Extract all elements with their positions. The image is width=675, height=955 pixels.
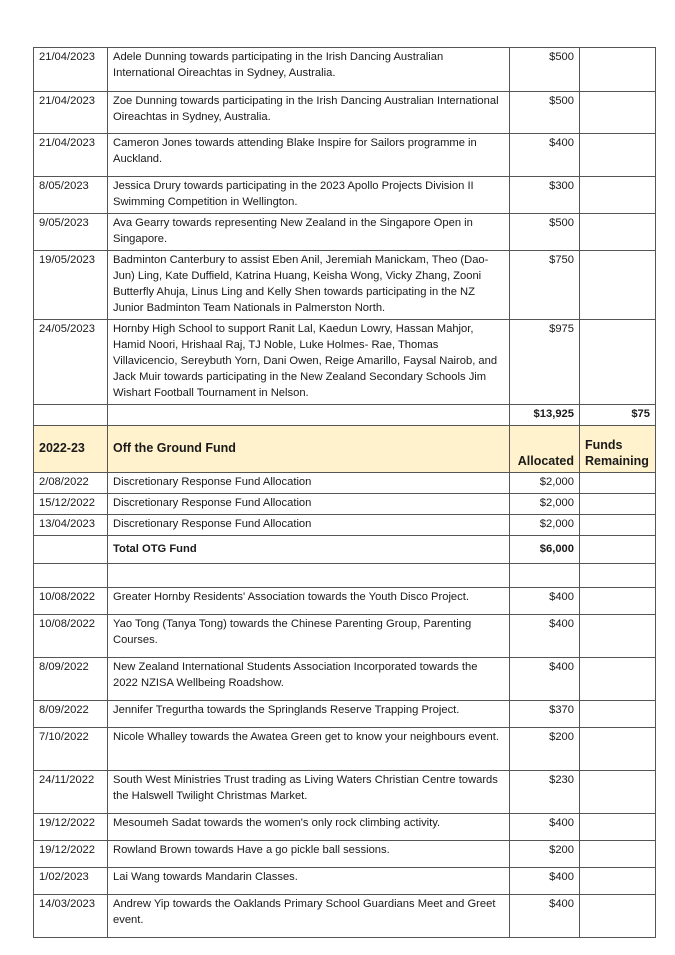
allocated-cell: $500: [510, 48, 580, 92]
allocated-cell: $2,000: [510, 494, 580, 515]
description-cell: Hornby High School to support Ranit Lal, Kaedun Lowry, Hassan Mahjor, Hamid Noori, Hrishaal Raj, TJ Noble, Luke Holmes- Rae, Thomas Villavicencio, Sereybuth Yorn, Dani Owen, Reige Amarillo, Faysal Nairob, and Jack Muir towards participating in the New Zealand Secondary Schools Jim Wishart Football Tournament in Nelson.: [108, 320, 510, 405]
table-row: [34, 515, 656, 536]
table-row: [34, 868, 656, 895]
date-cell: 10/08/2022: [34, 615, 108, 658]
table-row: [34, 320, 656, 405]
description-cell: Nicole Whalley towards the Awatea Green get to know your neighbours event.: [108, 728, 510, 771]
date-cell: 13/04/2023: [34, 515, 108, 536]
remaining-cell: [580, 92, 656, 134]
date-cell: 24/05/2023: [34, 320, 108, 405]
table-row: [34, 251, 656, 320]
description-cell: Zoe Dunning towards participating in the Irish Dancing Australian International Oireachtas in Sydney, Australia.: [108, 92, 510, 134]
description-cell: Jessica Drury towards participating in the 2023 Apollo Projects Division II Swimming Competition in Wellington.: [108, 177, 510, 214]
allocated-cell: $200: [510, 728, 580, 771]
date-cell: 21/04/2023: [34, 134, 108, 177]
description-cell: Lai Wang towards Mandarin Classes.: [108, 868, 510, 895]
allocated-cell: $400: [510, 134, 580, 177]
date-cell: 21/04/2023: [34, 92, 108, 134]
date-cell: 14/03/2023: [34, 895, 108, 938]
total-remaining: $75: [580, 405, 656, 426]
allocated-cell: $2,000: [510, 515, 580, 536]
remaining-cell: [580, 177, 656, 214]
section-title: Off the Ground Fund: [108, 426, 510, 473]
description-cell: Badminton Canterbury to assist Eben Anil, Jeremiah Manickam, Theo (Dao-Jun) Ling, Kate Duffield, Katrina Huang, Keisha Wong, Vicky Zhang, Zooni Butterfly Ahuja, Linus Ling and Kelly Shen towards participating in the NZ Junior Badminton Team Nationals in Palmerston North.: [108, 251, 510, 320]
description-cell: Greater Hornby Residents' Association towards the Youth Disco Project.: [108, 588, 510, 615]
date-cell: 24/11/2022: [34, 771, 108, 814]
description-cell: Discretionary Response Fund Allocation: [108, 473, 510, 494]
otg-total-label: Total OTG Fund: [108, 536, 510, 564]
table-row: [34, 895, 656, 938]
date-cell: 19/12/2022: [34, 841, 108, 868]
allocated-cell: $750: [510, 251, 580, 320]
date-cell: 10/08/2022: [34, 588, 108, 615]
date-cell: 9/05/2023: [34, 214, 108, 251]
allocated-cell: $400: [510, 658, 580, 701]
table-row: [34, 771, 656, 814]
description-cell: Jennifer Tregurtha towards the Springlands Reserve Trapping Project.: [108, 701, 510, 728]
table-row: [34, 841, 656, 868]
description-cell: Discretionary Response Fund Allocation: [108, 515, 510, 536]
date-cell: 15/12/2022: [34, 494, 108, 515]
date-cell: 21/04/2023: [34, 48, 108, 92]
funds-remaining-header: Funds Remaining: [580, 426, 656, 473]
description-cell: Yao Tong (Tanya Tong) towards the Chinese Parenting Group, Parenting Courses.: [108, 615, 510, 658]
table-row: [34, 92, 656, 134]
table-row: [34, 134, 656, 177]
section-header: [34, 426, 656, 473]
allocated-cell: $400: [510, 868, 580, 895]
description-cell: Adele Dunning towards participating in the Irish Dancing Australian International Oireachtas in Sydney, Australia.: [108, 48, 510, 92]
allocations-table: [33, 47, 656, 938]
description-cell: Discretionary Response Fund Allocation: [108, 494, 510, 515]
remaining-cell: [580, 214, 656, 251]
table-row: [34, 658, 656, 701]
description-cell: Rowland Brown towards Have a go pickle ball sessions.: [108, 841, 510, 868]
allocated-cell: $500: [510, 214, 580, 251]
section-year: 2022-23: [34, 426, 108, 473]
table-row: [34, 588, 656, 615]
remaining-cell: [580, 251, 656, 320]
remaining-cell: [580, 320, 656, 405]
spacer-row: [34, 564, 656, 588]
allocated-cell: $400: [510, 895, 580, 938]
allocated-cell: $230: [510, 771, 580, 814]
table-row: [34, 177, 656, 214]
description-cell: Mesoumeh Sadat towards the women's only rock climbing activity.: [108, 814, 510, 841]
allocated-cell: $400: [510, 615, 580, 658]
table-row: [34, 494, 656, 515]
date-cell: 2/08/2022: [34, 473, 108, 494]
allocated-cell: $400: [510, 588, 580, 615]
table-row: [34, 728, 656, 771]
table-row: [34, 814, 656, 841]
table-row: [34, 214, 656, 251]
remaining-cell: [580, 48, 656, 92]
allocated-cell: $400: [510, 814, 580, 841]
allocated-cell: $300: [510, 177, 580, 214]
table-row: [34, 701, 656, 728]
date-cell: 7/10/2022: [34, 728, 108, 771]
date-cell: 8/09/2022: [34, 701, 108, 728]
otg-total-allocated: $6,000: [510, 536, 580, 564]
allocated-cell: $370: [510, 701, 580, 728]
otg-total-row: [34, 536, 656, 564]
total-allocated: $13,925: [510, 405, 580, 426]
allocated-cell: $200: [510, 841, 580, 868]
date-cell: 19/05/2023: [34, 251, 108, 320]
table-row: [34, 48, 656, 92]
table-row: [34, 473, 656, 494]
allocated-cell: $975: [510, 320, 580, 405]
description-cell: Cameron Jones towards attending Blake Inspire for Sailors programme in Auckland.: [108, 134, 510, 177]
description-cell: Ava Gearry towards representing New Zealand in the Singapore Open in Singapore.: [108, 214, 510, 251]
table-row: [34, 615, 656, 658]
date-cell: 8/05/2023: [34, 177, 108, 214]
allocated-cell: $2,000: [510, 473, 580, 494]
remaining-cell: [580, 134, 656, 177]
total-row: [34, 405, 656, 426]
description-cell: Andrew Yip towards the Oaklands Primary School Guardians Meet and Greet event.: [108, 895, 510, 938]
allocated-cell: $500: [510, 92, 580, 134]
date-cell: 19/12/2022: [34, 814, 108, 841]
date-cell: 8/09/2022: [34, 658, 108, 701]
description-cell: New Zealand International Students Association Incorporated towards the 2022 NZISA Wellbeing Roadshow.: [108, 658, 510, 701]
allocated-header: Allocated: [510, 426, 580, 473]
description-cell: South West Ministries Trust trading as Living Waters Christian Centre towards the Halswell Twilight Christmas Market.: [108, 771, 510, 814]
date-cell: 1/02/2023: [34, 868, 108, 895]
